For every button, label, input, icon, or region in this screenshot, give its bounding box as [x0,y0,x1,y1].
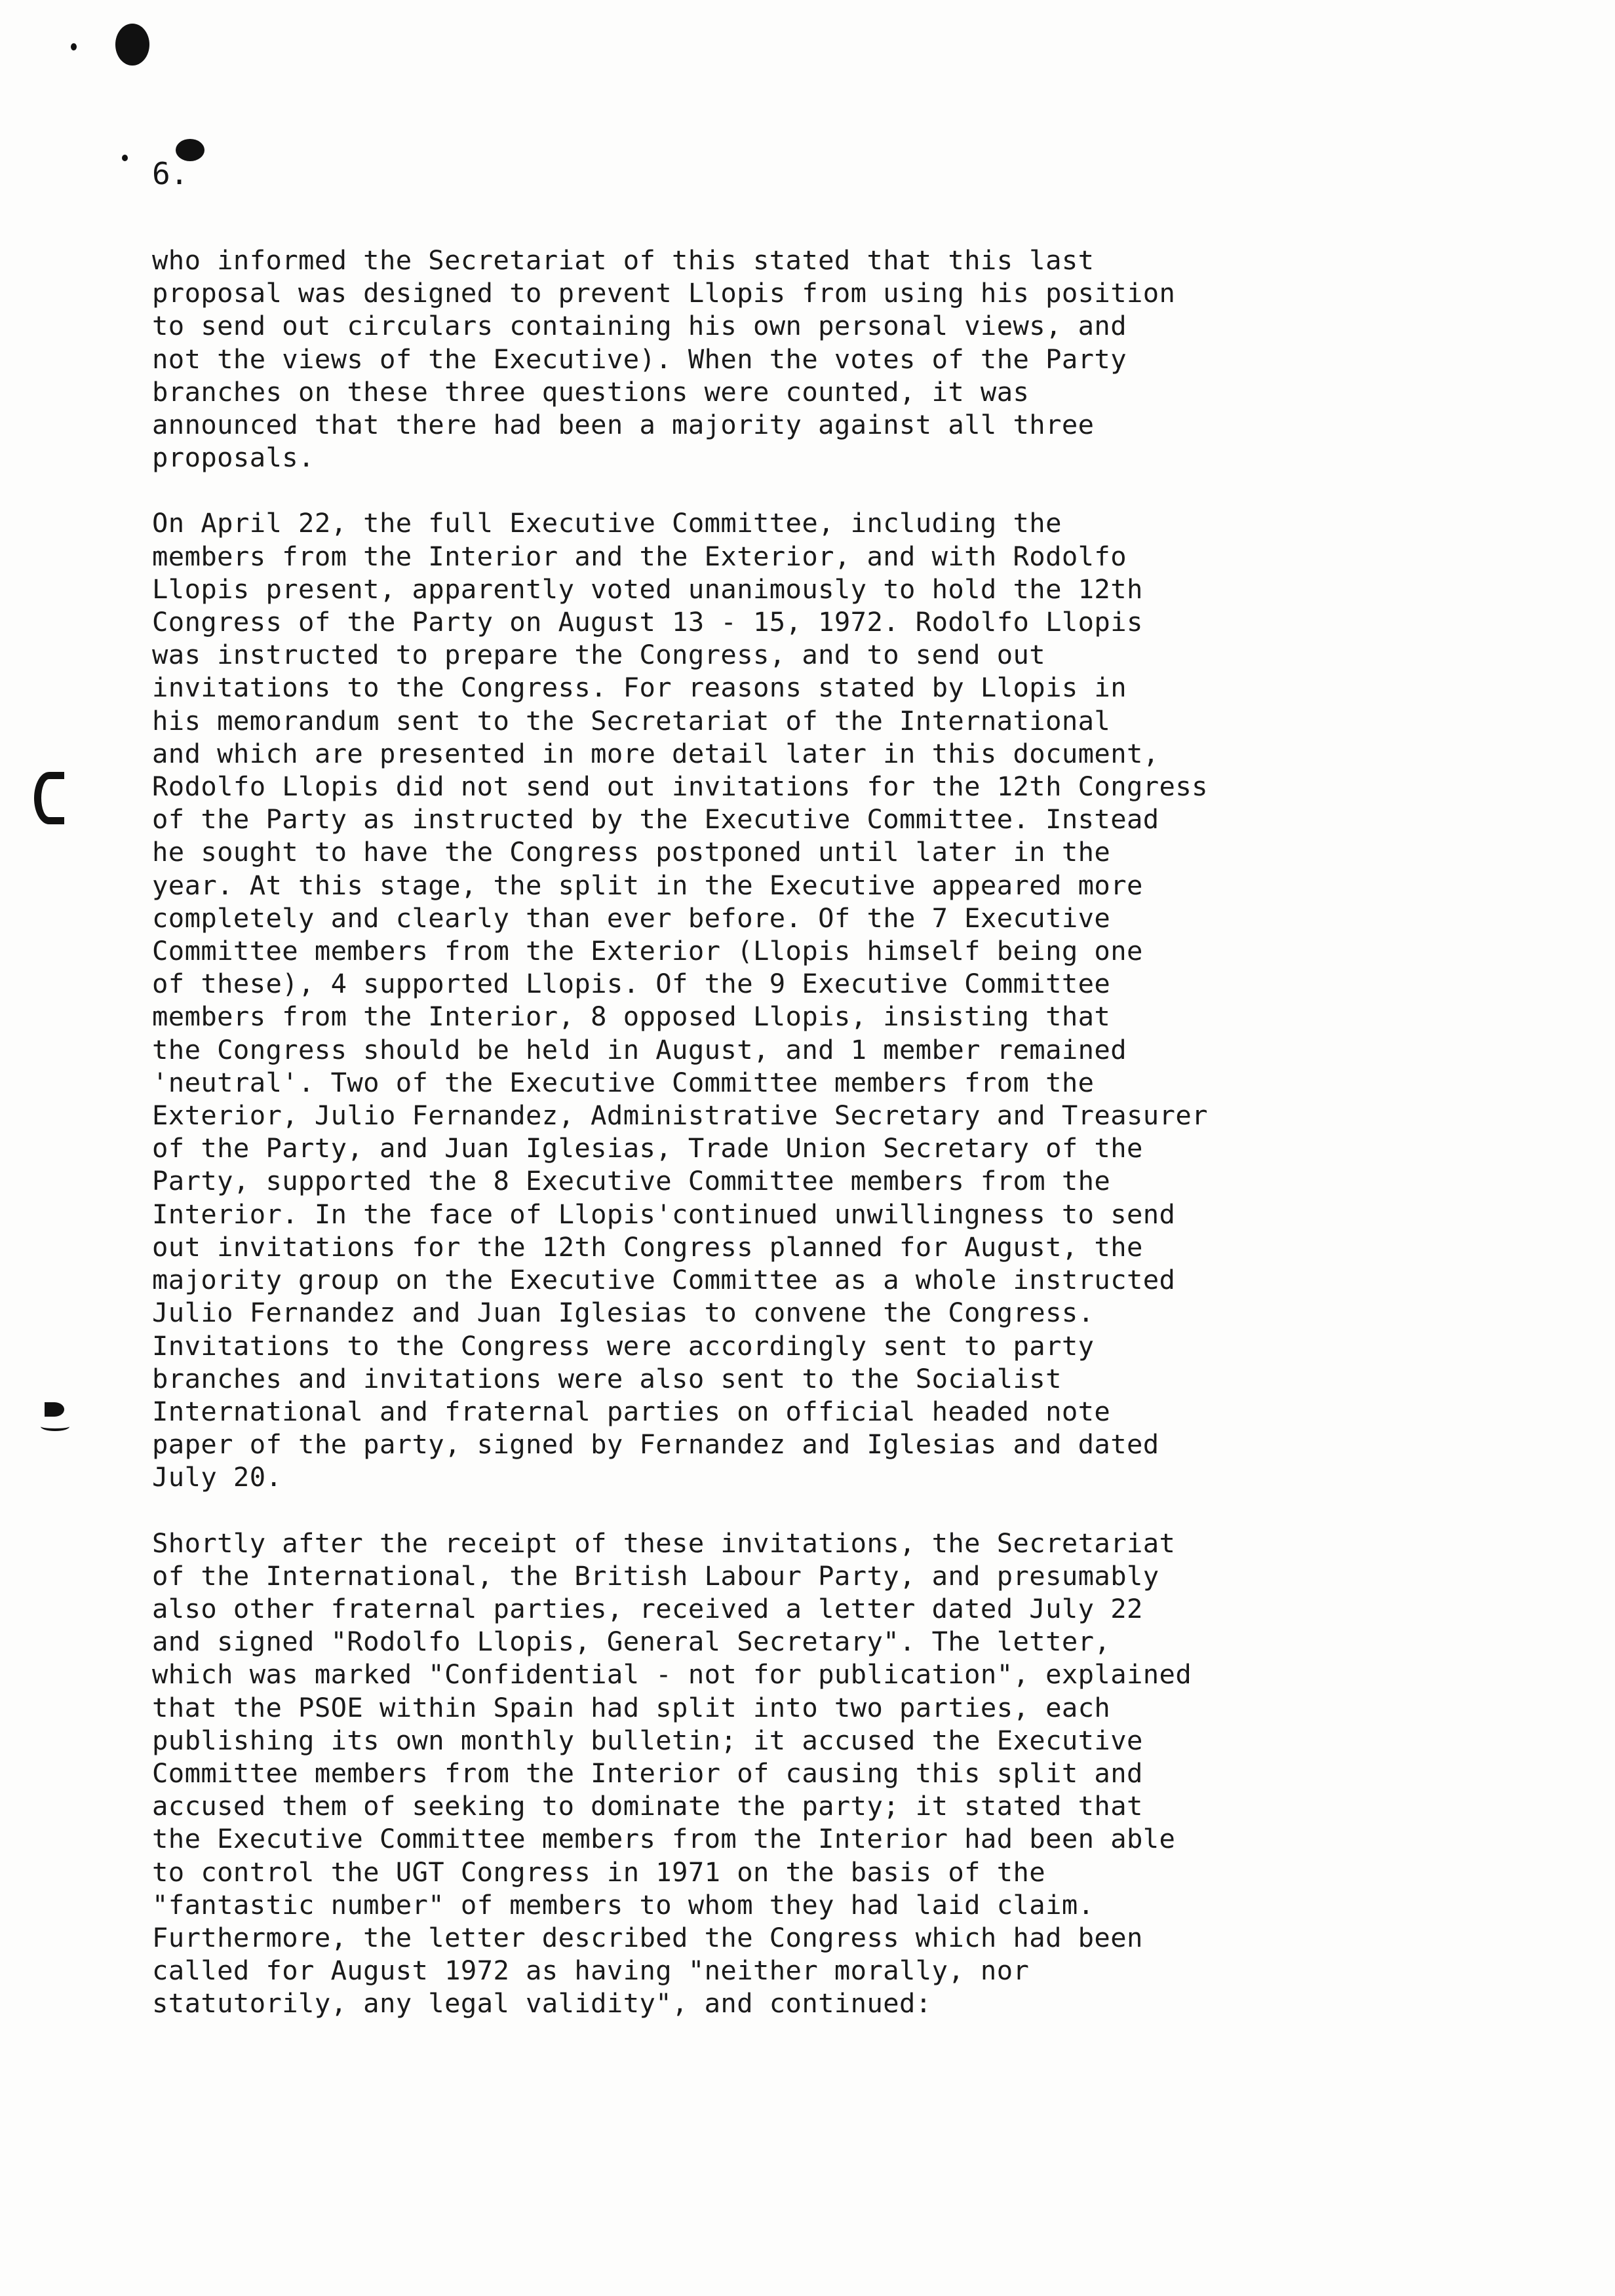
punch-hole-mark [41,1402,71,1428]
text-line: Committee members from the Interior of causing this split and [152,1757,1143,1789]
paragraph [152,244,1489,474]
text-line: International and fraternal parties on official headed note [152,1395,1111,1427]
text-line: 'neutral'. Two of the Executive Committee members from the [152,1066,1095,1098]
page-number: 6. [152,156,189,191]
text-line: July 20. [152,1461,282,1493]
text-line: of the International, the British Labour Party, and presumably [152,1559,1159,1592]
paragraph [152,507,1489,1493]
text-line: Party, supported the 8 Executive Committee members from the [152,1165,1111,1197]
text-line: also other fraternal parties, received a letter dated July 22 [152,1592,1143,1624]
text-line: and which are presented in more detail later in this document, [152,737,1159,769]
text-line: proposal was designed to prevent Llopis from using his position [152,277,1176,309]
punch-hole-top [45,1402,64,1417]
text-line: the Executive Committee members from the Interior had been able [152,1823,1176,1855]
text-line: and signed "Rodolfo Llopis, General Secretary". The letter, [152,1626,1111,1658]
text-line: not the views of the Executive). When the votes of the Party [152,343,1127,375]
ink-blot-mark [115,24,149,66]
text-line: accused them of seeking to dominate the party; it stated that [152,1790,1143,1822]
text-line: his memorandum sent to the Secretariat of the International [152,704,1111,737]
text-line: to control the UGT Congress in 1971 on the basis of the [152,1856,1046,1888]
text-line: called for August 1972 as having "neither morally, nor [152,1955,1030,1987]
text-line: of the Party, and Juan Iglesias, Trade Union Secretary of the [152,1132,1143,1164]
text-line: Interior. In the face of Llopis'continued unwillingness to send [152,1198,1176,1230]
text-line: Invitations to the Congress were accordingly sent to party [152,1330,1095,1362]
text-line: Llopis present, apparently voted unanimously to hold the 12th [152,573,1143,605]
text-line: statutorily, any legal validity", and continued: [152,1987,932,2019]
text-line: publishing its own monthly bulletin; it accused the Executive [152,1724,1143,1756]
text-line: Rodolfo Llopis did not send out invitations for the 12th Congress [152,771,1208,803]
punch-hole-bottom [41,1422,69,1431]
document-body [152,244,1489,2053]
text-line: proposals. [152,442,315,474]
text-line: Shortly after the receipt of these invitations, the Secretariat [152,1527,1176,1559]
text-line: branches on these three questions were counted, it was [152,375,1030,408]
text-line: the Congress should be held in August, and 1 member remained [152,1033,1127,1065]
paragraph [152,1527,1489,2020]
text-line: announced that there had been a majority against all three [152,409,1095,441]
text-line: which was marked "Confidential - not for publication", explained [152,1658,1192,1691]
text-line: year. At this stage, the split in the Executive appeared more [152,869,1143,901]
text-line: of the Party as instructed by the Executive Committee. Instead [152,803,1159,835]
ink-dot-mark [71,43,77,50]
text-line: On April 22, the full Executive Committee, including the [152,507,1062,539]
text-line: majority group on the Executive Committee as a whole instructed [152,1264,1176,1296]
ink-dot-mark [122,155,128,161]
text-line: Congress of the Party on August 13 - 15, 1972. Rodolfo Llopis [152,606,1143,638]
text-line: of these), 4 supported Llopis. Of the 9 Executive Committee [152,968,1111,1000]
text-line: to send out circulars containing his own personal views, and [152,310,1127,342]
text-line: out invitations for the 12th Congress planned for August, the [152,1231,1143,1263]
text-line: he sought to have the Congress postponed until later in the [152,836,1111,868]
text-line: Julio Fernandez and Juan Iglesias to convene the Congress. [152,1297,1095,1329]
punch-hole-mark [34,772,64,824]
text-line: completely and clearly than ever before. Of the 7 Executive [152,902,1111,934]
text-line: invitations to the Congress. For reasons stated by Llopis in [152,672,1127,704]
text-line: was instructed to prepare the Congress, and to send out [152,639,1046,671]
text-line: Furthermore, the letter described the Congress which had been [152,1921,1143,1953]
text-line: Committee members from the Exterior (Llopis himself being one [152,935,1143,967]
text-line: branches and invitations were also sent to the Socialist [152,1362,1062,1394]
text-line: that the PSOE within Spain had split into two parties, each [152,1691,1111,1723]
text-line: paper of the party, signed by Fernandez and Iglesias and dated [152,1428,1159,1461]
text-line: "fantastic number" of members to whom they had laid claim. [152,1888,1095,1921]
text-line: members from the Interior and the Exterior, and with Rodolfo [152,540,1127,572]
text-line: who informed the Secretariat of this stated that this last [152,244,1095,276]
text-line: members from the Interior, 8 opposed Llopis, insisting that [152,1001,1111,1033]
text-line: Exterior, Julio Fernandez, Administrative Secretary and Treasurer [152,1100,1208,1132]
